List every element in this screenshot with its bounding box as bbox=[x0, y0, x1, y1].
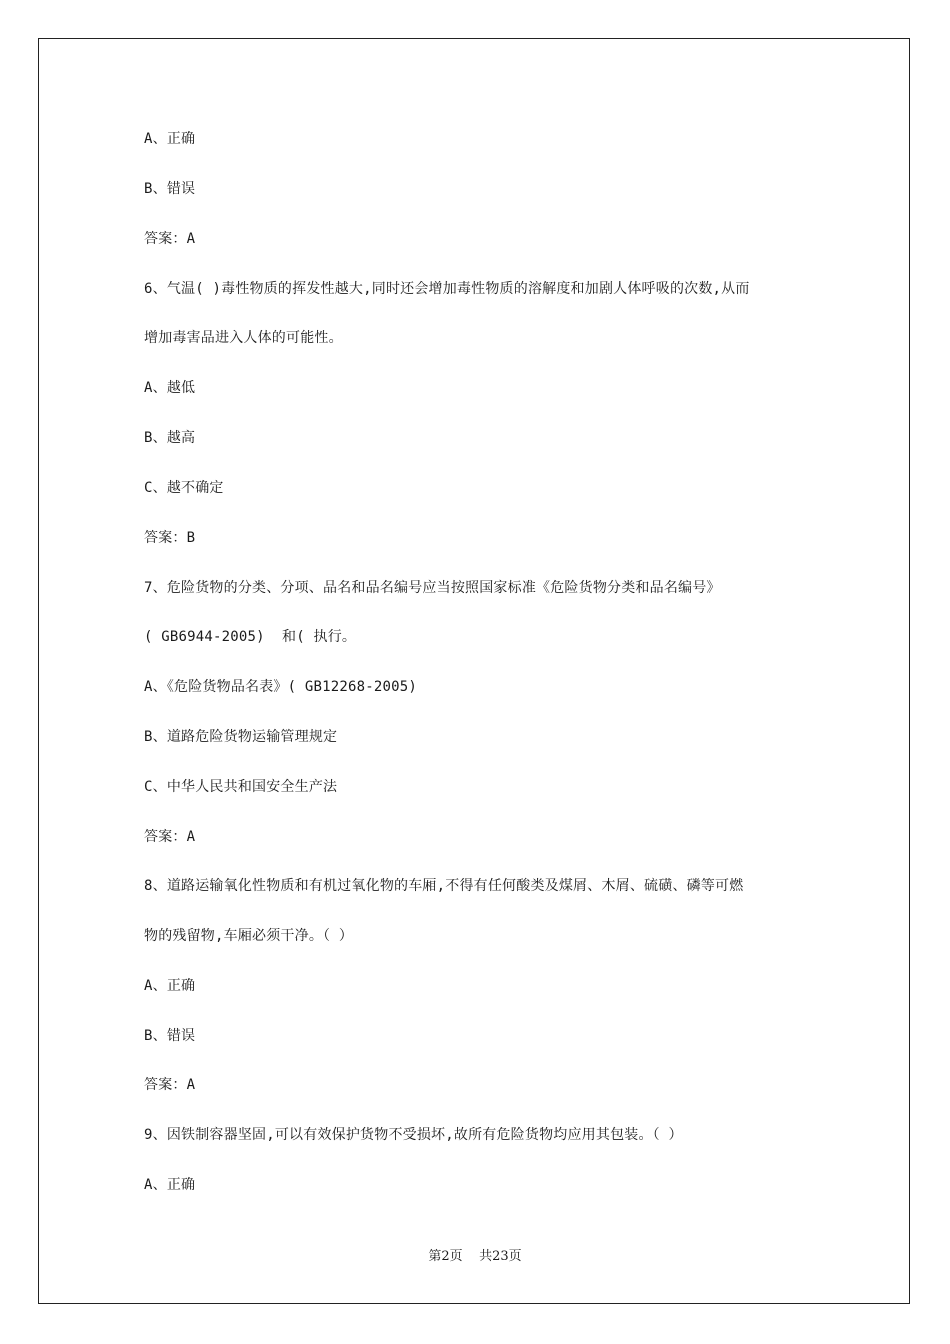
page-border bbox=[38, 38, 910, 1304]
option-b-q5: B、错误 bbox=[144, 181, 196, 197]
answer-q7: 答案：A bbox=[144, 829, 196, 845]
question-6-line-2: 增加毒害品进入人体的可能性。 bbox=[144, 330, 343, 346]
answer-q6: 答案：B bbox=[144, 530, 196, 546]
question-6-line-1: 6、气温( )毒性物质的挥发性越大,同时还会增加毒性物质的溶解度和加剧人体呼吸的次数,从而 bbox=[144, 281, 750, 297]
option-c-q7: C、中华人民共和国安全生产法 bbox=[144, 779, 338, 795]
question-8-line-2: 物的残留物,车厢必须干净。（ ） bbox=[144, 928, 354, 944]
answer-q5: 答案：A bbox=[144, 231, 196, 247]
option-a-q7: A、《危险货物品名表》( GB12268-2005) bbox=[144, 679, 418, 695]
option-b-q6: B、越高 bbox=[144, 430, 196, 446]
question-9: 9、因铁制容器坚固,可以有效保护货物不受损坏,故所有危险货物均应用其包装。（ ） bbox=[144, 1127, 683, 1143]
option-a-q9: A、正确 bbox=[144, 1177, 196, 1193]
option-c-q6: C、越不确定 bbox=[144, 480, 224, 496]
option-a-q8: A、正确 bbox=[144, 978, 196, 994]
page-number-footer: 第2页 共23页 bbox=[428, 1249, 522, 1264]
question-8-line-1: 8、道路运输氧化性物质和有机过氧化物的车厢,不得有任何酸类及煤屑、木屑、硫磺、磷等可燃 bbox=[144, 878, 744, 894]
option-a-q5: A、正确 bbox=[144, 131, 196, 147]
answer-q8: 答案：A bbox=[144, 1077, 196, 1093]
option-a-q6: A、越低 bbox=[144, 380, 196, 396]
question-7-line-2: ( GB6944-2005) 和( 执行。 bbox=[144, 629, 357, 645]
question-7-line-1: 7、危险货物的分类、分项、品名和品名编号应当按照国家标准《危险货物分类和品名编号》 bbox=[144, 580, 721, 596]
option-b-q8: B、错误 bbox=[144, 1028, 196, 1044]
option-b-q7: B、道路危险货物运输管理规定 bbox=[144, 729, 338, 745]
